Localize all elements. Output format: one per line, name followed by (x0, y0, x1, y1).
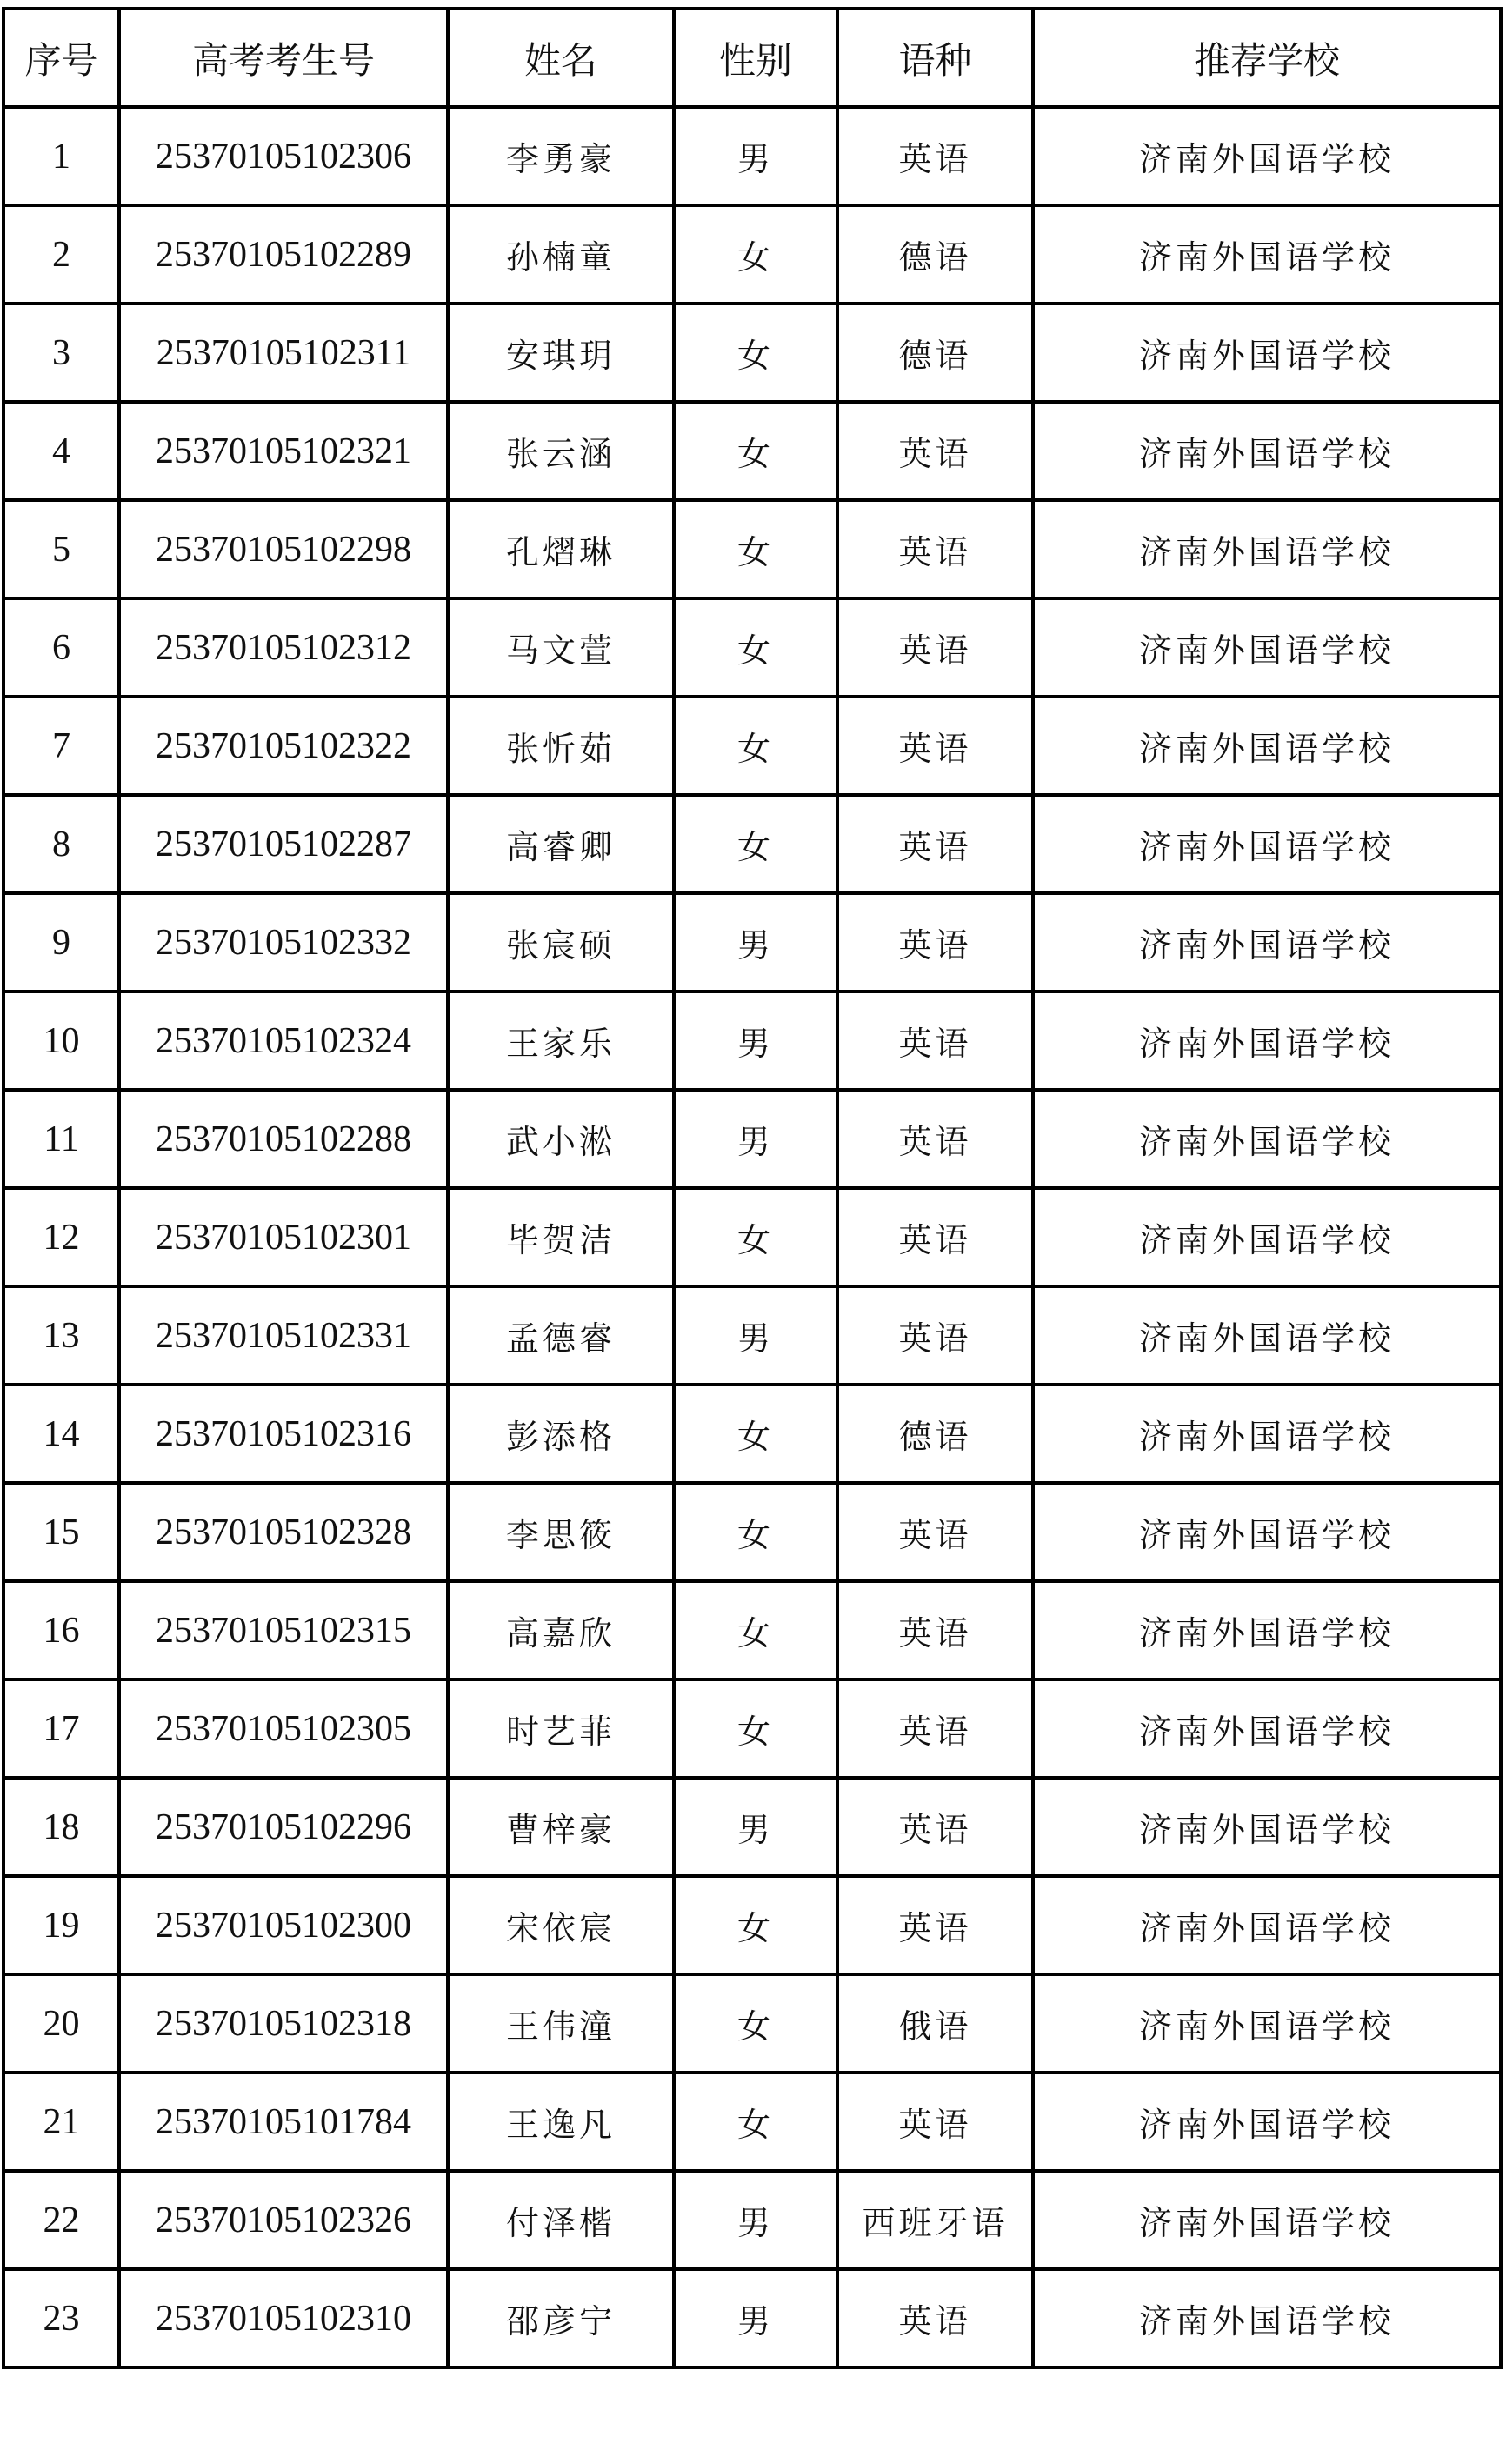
exam-number-cell: 25370105102315 (119, 1581, 448, 1679)
table-row (3, 1974, 1501, 2073)
exam-number-cell: 25370105102326 (119, 2171, 448, 2269)
student-name-cell: 毕贺洁 (448, 1188, 674, 1286)
header-language: 语种 (837, 9, 1033, 107)
table-row (3, 1581, 1501, 1679)
student-name-cell: 曹梓豪 (448, 1778, 674, 1876)
table-row (3, 1679, 1501, 1778)
language-cell: 德语 (837, 205, 1033, 304)
student-name-cell: 张忻茹 (448, 697, 674, 795)
student-name-cell: 王家乐 (448, 992, 674, 1090)
gender-cell: 女 (674, 2073, 837, 2171)
school-cell: 济南外国语学校 (1033, 107, 1501, 205)
school-cell: 济南外国语学校 (1033, 1679, 1501, 1778)
table-row (3, 1876, 1501, 1974)
student-name-cell: 王逸凡 (448, 2073, 674, 2171)
student-name-cell: 宋依宸 (448, 1876, 674, 1974)
serial-number-cell: 12 (3, 1188, 119, 1286)
student-name-cell: 高嘉欣 (448, 1581, 674, 1679)
gender-cell: 女 (674, 697, 837, 795)
student-name-cell: 王伟潼 (448, 1974, 674, 2073)
school-cell: 济南外国语学校 (1033, 1876, 1501, 1974)
gender-cell: 女 (674, 1876, 837, 1974)
language-cell: 英语 (837, 893, 1033, 992)
table-row (3, 205, 1501, 304)
language-cell: 英语 (837, 1581, 1033, 1679)
table-row (3, 1090, 1501, 1188)
table-body (3, 107, 1501, 2367)
language-cell: 英语 (837, 1679, 1033, 1778)
gender-cell: 女 (674, 500, 837, 598)
school-cell: 济南外国语学校 (1033, 1286, 1501, 1385)
header-exam-number: 高考考生号 (119, 9, 448, 107)
gender-cell: 男 (674, 1778, 837, 1876)
header-row (3, 9, 1501, 107)
serial-number-cell: 5 (3, 500, 119, 598)
table-row (3, 795, 1501, 893)
serial-number-cell: 19 (3, 1876, 119, 1974)
header-school: 推荐学校 (1033, 9, 1501, 107)
school-cell: 济南外国语学校 (1033, 500, 1501, 598)
exam-number-cell: 25370105102305 (119, 1679, 448, 1778)
table-row (3, 500, 1501, 598)
school-cell: 济南外国语学校 (1033, 893, 1501, 992)
language-cell: 英语 (837, 598, 1033, 697)
exam-number-cell: 25370105102312 (119, 598, 448, 697)
table-row (3, 2269, 1501, 2367)
school-cell: 济南外国语学校 (1033, 205, 1501, 304)
language-cell: 英语 (837, 2269, 1033, 2367)
language-cell: 英语 (837, 1778, 1033, 1876)
exam-number-cell: 25370105102289 (119, 205, 448, 304)
language-cell: 英语 (837, 107, 1033, 205)
serial-number-cell: 18 (3, 1778, 119, 1876)
language-cell: 英语 (837, 1188, 1033, 1286)
recommended-students-table (2, 7, 1503, 2369)
table-row (3, 1483, 1501, 1581)
language-cell: 德语 (837, 304, 1033, 402)
table-row (3, 107, 1501, 205)
exam-number-cell: 25370105102316 (119, 1385, 448, 1483)
table-row (3, 1778, 1501, 1876)
language-cell: 英语 (837, 1090, 1033, 1188)
exam-number-cell: 25370105102288 (119, 1090, 448, 1188)
gender-cell: 女 (674, 205, 837, 304)
student-name-cell: 李勇豪 (448, 107, 674, 205)
student-name-cell: 张云涵 (448, 402, 674, 500)
exam-number-cell: 25370105102300 (119, 1876, 448, 1974)
student-name-cell: 付泽楷 (448, 2171, 674, 2269)
header-name: 姓名 (448, 9, 674, 107)
gender-cell: 女 (674, 1679, 837, 1778)
student-name-cell: 邵彦宁 (448, 2269, 674, 2367)
school-cell: 济南外国语学校 (1033, 2171, 1501, 2269)
serial-number-cell: 11 (3, 1090, 119, 1188)
table-header (3, 9, 1501, 107)
school-cell: 济南外国语学校 (1033, 795, 1501, 893)
school-cell: 济南外国语学校 (1033, 2073, 1501, 2171)
school-cell: 济南外国语学校 (1033, 1974, 1501, 2073)
serial-number-cell: 8 (3, 795, 119, 893)
student-name-cell: 武小淞 (448, 1090, 674, 1188)
student-name-cell: 张宸硕 (448, 893, 674, 992)
student-name-cell: 安琪玥 (448, 304, 674, 402)
table-row (3, 304, 1501, 402)
serial-number-cell: 7 (3, 697, 119, 795)
language-cell: 英语 (837, 2073, 1033, 2171)
table-row (3, 402, 1501, 500)
language-cell: 英语 (837, 1483, 1033, 1581)
exam-number-cell: 25370105102322 (119, 697, 448, 795)
serial-number-cell: 22 (3, 2171, 119, 2269)
gender-cell: 女 (674, 1974, 837, 2073)
exam-number-cell: 25370105102331 (119, 1286, 448, 1385)
language-cell: 英语 (837, 1876, 1033, 1974)
table-row (3, 2171, 1501, 2269)
language-cell: 英语 (837, 697, 1033, 795)
student-name-cell: 孟德睿 (448, 1286, 674, 1385)
header-serial-number: 序号 (3, 9, 119, 107)
gender-cell: 女 (674, 1581, 837, 1679)
school-cell: 济南外国语学校 (1033, 304, 1501, 402)
gender-cell: 男 (674, 1090, 837, 1188)
table-row (3, 2073, 1501, 2171)
language-cell: 西班牙语 (837, 2171, 1033, 2269)
exam-number-cell: 25370105102301 (119, 1188, 448, 1286)
exam-number-cell: 25370105102328 (119, 1483, 448, 1581)
gender-cell: 男 (674, 107, 837, 205)
exam-number-cell: 25370105102332 (119, 893, 448, 992)
gender-cell: 女 (674, 1188, 837, 1286)
gender-cell: 男 (674, 992, 837, 1090)
exam-number-cell: 25370105101784 (119, 2073, 448, 2171)
serial-number-cell: 3 (3, 304, 119, 402)
gender-cell: 女 (674, 1483, 837, 1581)
language-cell: 英语 (837, 1286, 1033, 1385)
table-row (3, 893, 1501, 992)
school-cell: 济南外国语学校 (1033, 992, 1501, 1090)
exam-number-cell: 25370105102296 (119, 1778, 448, 1876)
school-cell: 济南外国语学校 (1033, 697, 1501, 795)
school-cell: 济南外国语学校 (1033, 1581, 1501, 1679)
exam-number-cell: 25370105102311 (119, 304, 448, 402)
language-cell: 英语 (837, 795, 1033, 893)
language-cell: 俄语 (837, 1974, 1033, 2073)
serial-number-cell: 20 (3, 1974, 119, 2073)
table-row (3, 1188, 1501, 1286)
serial-number-cell: 10 (3, 992, 119, 1090)
gender-cell: 男 (674, 2269, 837, 2367)
exam-number-cell: 25370105102318 (119, 1974, 448, 2073)
table-row (3, 598, 1501, 697)
serial-number-cell: 17 (3, 1679, 119, 1778)
exam-number-cell: 25370105102324 (119, 992, 448, 1090)
gender-cell: 女 (674, 598, 837, 697)
exam-number-cell: 25370105102321 (119, 402, 448, 500)
student-name-cell: 李思筱 (448, 1483, 674, 1581)
serial-number-cell: 23 (3, 2269, 119, 2367)
gender-cell: 女 (674, 402, 837, 500)
serial-number-cell: 15 (3, 1483, 119, 1581)
exam-number-cell: 25370105102310 (119, 2269, 448, 2367)
gender-cell: 女 (674, 1385, 837, 1483)
language-cell: 英语 (837, 992, 1033, 1090)
serial-number-cell: 21 (3, 2073, 119, 2171)
school-cell: 济南外国语学校 (1033, 1090, 1501, 1188)
table-row (3, 1286, 1501, 1385)
serial-number-cell: 14 (3, 1385, 119, 1483)
serial-number-cell: 1 (3, 107, 119, 205)
school-cell: 济南外国语学校 (1033, 598, 1501, 697)
school-cell: 济南外国语学校 (1033, 2269, 1501, 2367)
serial-number-cell: 4 (3, 402, 119, 500)
language-cell: 德语 (837, 1385, 1033, 1483)
gender-cell: 男 (674, 2171, 837, 2269)
exam-number-cell: 25370105102298 (119, 500, 448, 598)
table-row (3, 1385, 1501, 1483)
header-gender: 性别 (674, 9, 837, 107)
language-cell: 英语 (837, 500, 1033, 598)
gender-cell: 女 (674, 304, 837, 402)
language-cell: 英语 (837, 402, 1033, 500)
exam-number-cell: 25370105102306 (119, 107, 448, 205)
serial-number-cell: 16 (3, 1581, 119, 1679)
school-cell: 济南外国语学校 (1033, 1385, 1501, 1483)
table-row (3, 992, 1501, 1090)
serial-number-cell: 6 (3, 598, 119, 697)
student-name-cell: 孙楠童 (448, 205, 674, 304)
school-cell: 济南外国语学校 (1033, 1483, 1501, 1581)
school-cell: 济南外国语学校 (1033, 402, 1501, 500)
school-cell: 济南外国语学校 (1033, 1778, 1501, 1876)
school-cell: 济南外国语学校 (1033, 1188, 1501, 1286)
student-name-cell: 时艺菲 (448, 1679, 674, 1778)
gender-cell: 男 (674, 1286, 837, 1385)
student-name-cell: 高睿卿 (448, 795, 674, 893)
gender-cell: 女 (674, 795, 837, 893)
table-row (3, 697, 1501, 795)
gender-cell: 男 (674, 893, 837, 992)
serial-number-cell: 13 (3, 1286, 119, 1385)
serial-number-cell: 9 (3, 893, 119, 992)
student-name-cell: 马文萱 (448, 598, 674, 697)
student-name-cell: 彭添格 (448, 1385, 674, 1483)
student-name-cell: 孔熠琳 (448, 500, 674, 598)
exam-number-cell: 25370105102287 (119, 795, 448, 893)
serial-number-cell: 2 (3, 205, 119, 304)
